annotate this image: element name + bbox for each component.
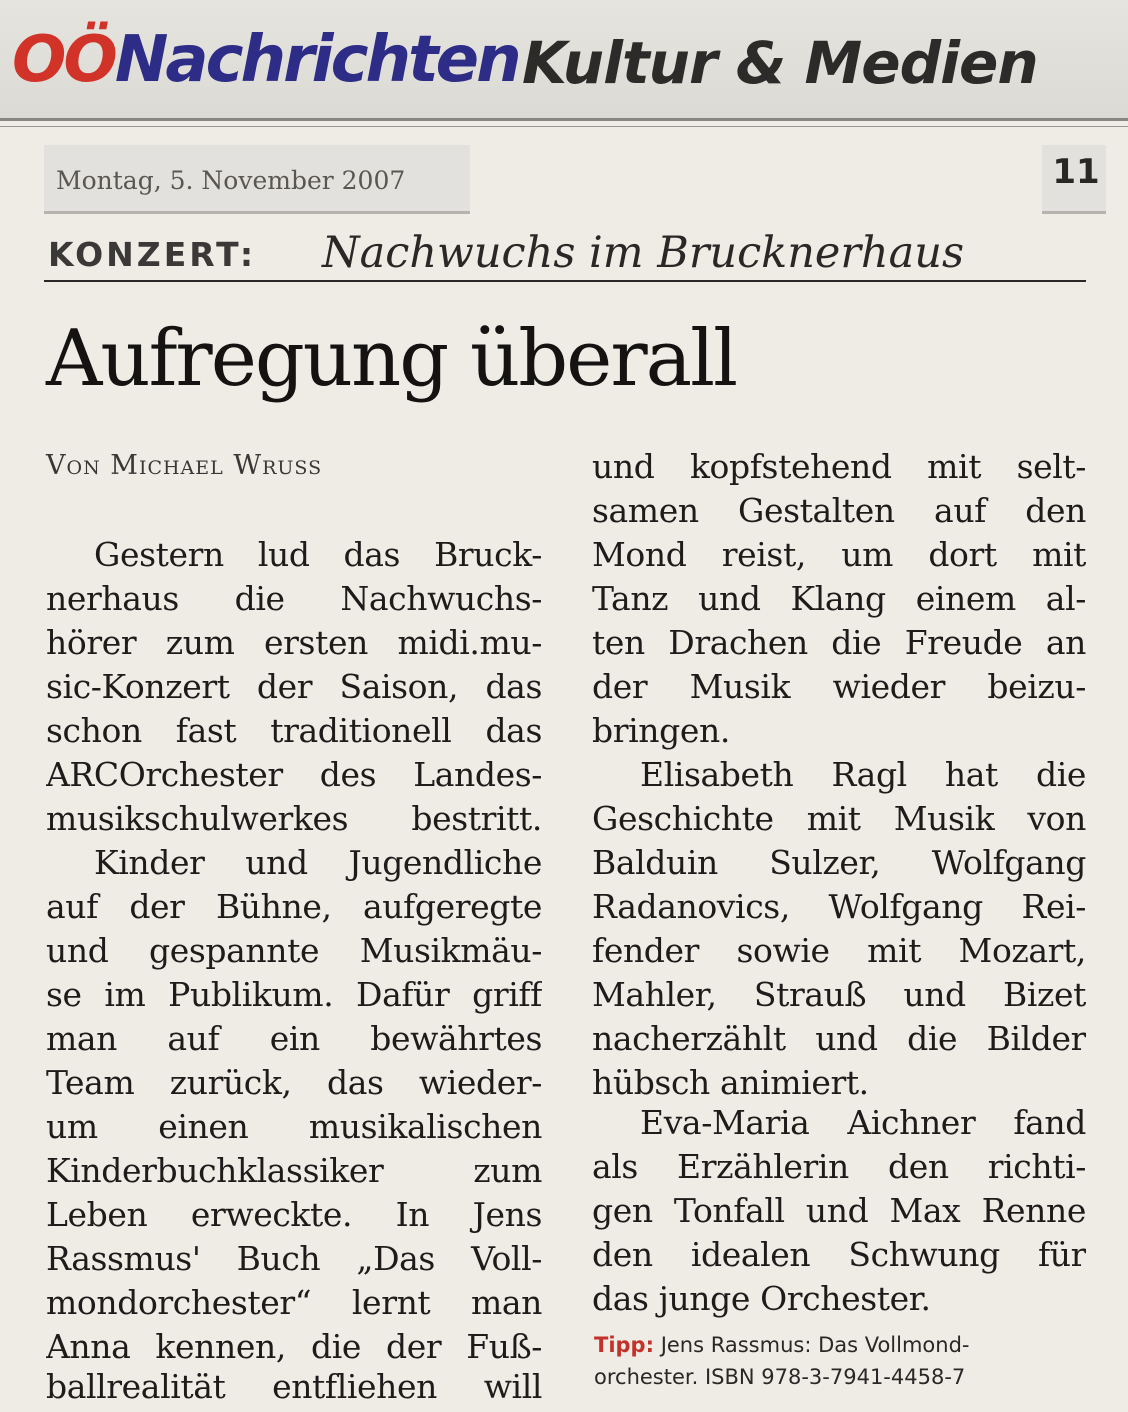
column2-line: hübsch animiert. — [592, 1063, 869, 1102]
column1-line: Rassmus' Buch „Das Voll- — [46, 1239, 542, 1278]
column1-line: um einen musikalischen — [46, 1107, 542, 1146]
masthead — [0, 0, 1128, 118]
logo-part-nachrichten: Nachrichten — [114, 23, 519, 97]
column1-line: se im Publikum. Dafür griff — [46, 975, 542, 1014]
column2-line: samen Gestalten auf den — [592, 491, 1086, 530]
column2-line: gen Tonfall und Max Renne — [592, 1191, 1086, 1230]
column2-line: fender sowie mit Mozart, — [592, 931, 1086, 970]
column2-line: das junge Orchester. — [592, 1279, 931, 1318]
column1-line: Gestern lud das Bruck- — [94, 535, 542, 574]
masthead-rule-thin — [0, 126, 1128, 127]
column1-line: man auf ein bewährtes — [46, 1019, 542, 1058]
column2-line: und kopfstehend mit selt- — [592, 447, 1086, 486]
column1-line: ballrealität entfliehen will — [46, 1367, 542, 1406]
column1-line: sic-Konzert der Saison, das — [46, 667, 542, 706]
column2-line: Tanz und Klang einem al- — [592, 579, 1086, 618]
tip-line-2 — [594, 1362, 965, 1392]
column1-line: Team zurück, das wieder- — [46, 1063, 542, 1102]
kicker-label: KONZERT: — [48, 235, 257, 274]
byline — [46, 452, 322, 479]
newspaper-logo — [12, 23, 519, 97]
byline-prefix: Von — [46, 450, 101, 481]
byline-author: Michael Wruss — [110, 450, 323, 481]
column1-line: nerhaus die Nachwuchs- — [46, 579, 542, 618]
column1-line: musikschulwerkes bestritt. — [46, 799, 542, 838]
column2-line: Mond reist, um dort mit — [592, 535, 1086, 574]
column1-line: Anna kennen, die der Fuß- — [46, 1327, 542, 1366]
tip-text-1: Jens Rassmus: Das Vollmond- — [660, 1333, 970, 1357]
column2-line: Balduin Sulzer, Wolfgang — [592, 843, 1086, 882]
column1-line: Leben erweckte. In Jens — [46, 1195, 542, 1234]
headline: Aufregung überall — [46, 314, 737, 404]
column2-line: Eva-Maria Aichner fand — [640, 1103, 1086, 1142]
tip-label: Tipp: — [594, 1333, 654, 1357]
tip-text-2: orchester. ISBN 978-3-7941-4458-7 — [594, 1365, 966, 1389]
column1-line: hörer zum ersten midi.mu- — [46, 623, 542, 662]
column1-line: ARCOrchester des Landes- — [46, 755, 542, 794]
tip-line-1 — [594, 1330, 970, 1360]
column2-line: Mahler, Strauß und Bizet — [592, 975, 1086, 1014]
column2-line: bringen. — [592, 711, 730, 750]
column1-line: Kinder und Jugendliche — [94, 843, 542, 882]
masthead-rule — [0, 118, 1128, 121]
section-title: Kultur & Medien — [522, 29, 1038, 97]
column2-line: nacherzählt und die Bilder — [592, 1019, 1086, 1058]
column2-line: den idealen Schwung für — [592, 1235, 1086, 1274]
column2-line: Geschichte mit Musik von — [592, 799, 1086, 838]
issue-date: Montag, 5. November 2007 — [56, 166, 406, 195]
kicker-text: Nachwuchs im Brucknerhaus — [322, 228, 965, 278]
column2-line: der Musik wieder beizu- — [592, 667, 1086, 706]
column1-line: Kinderbuchklassiker zum — [46, 1151, 542, 1190]
logo-part-oo: OÖ — [12, 23, 115, 97]
column2-line: Elisabeth Ragl hat die — [640, 755, 1086, 794]
column1-line: auf der Bühne, aufgeregte — [46, 887, 542, 926]
column1-line: schon fast traditionell das — [46, 711, 542, 750]
kicker-row — [44, 228, 1086, 282]
column1-line: und gespannte Musikmäu- — [46, 931, 542, 970]
column1-line: mondorchester“ lernt man — [46, 1283, 542, 1322]
column2-line: Radanovics, Wolfgang Rei- — [592, 887, 1086, 926]
page-number: 11 — [1052, 152, 1100, 192]
column2-line: als Erzählerin den richti- — [592, 1147, 1086, 1186]
column2-line: ten Drachen die Freude an — [592, 623, 1086, 662]
